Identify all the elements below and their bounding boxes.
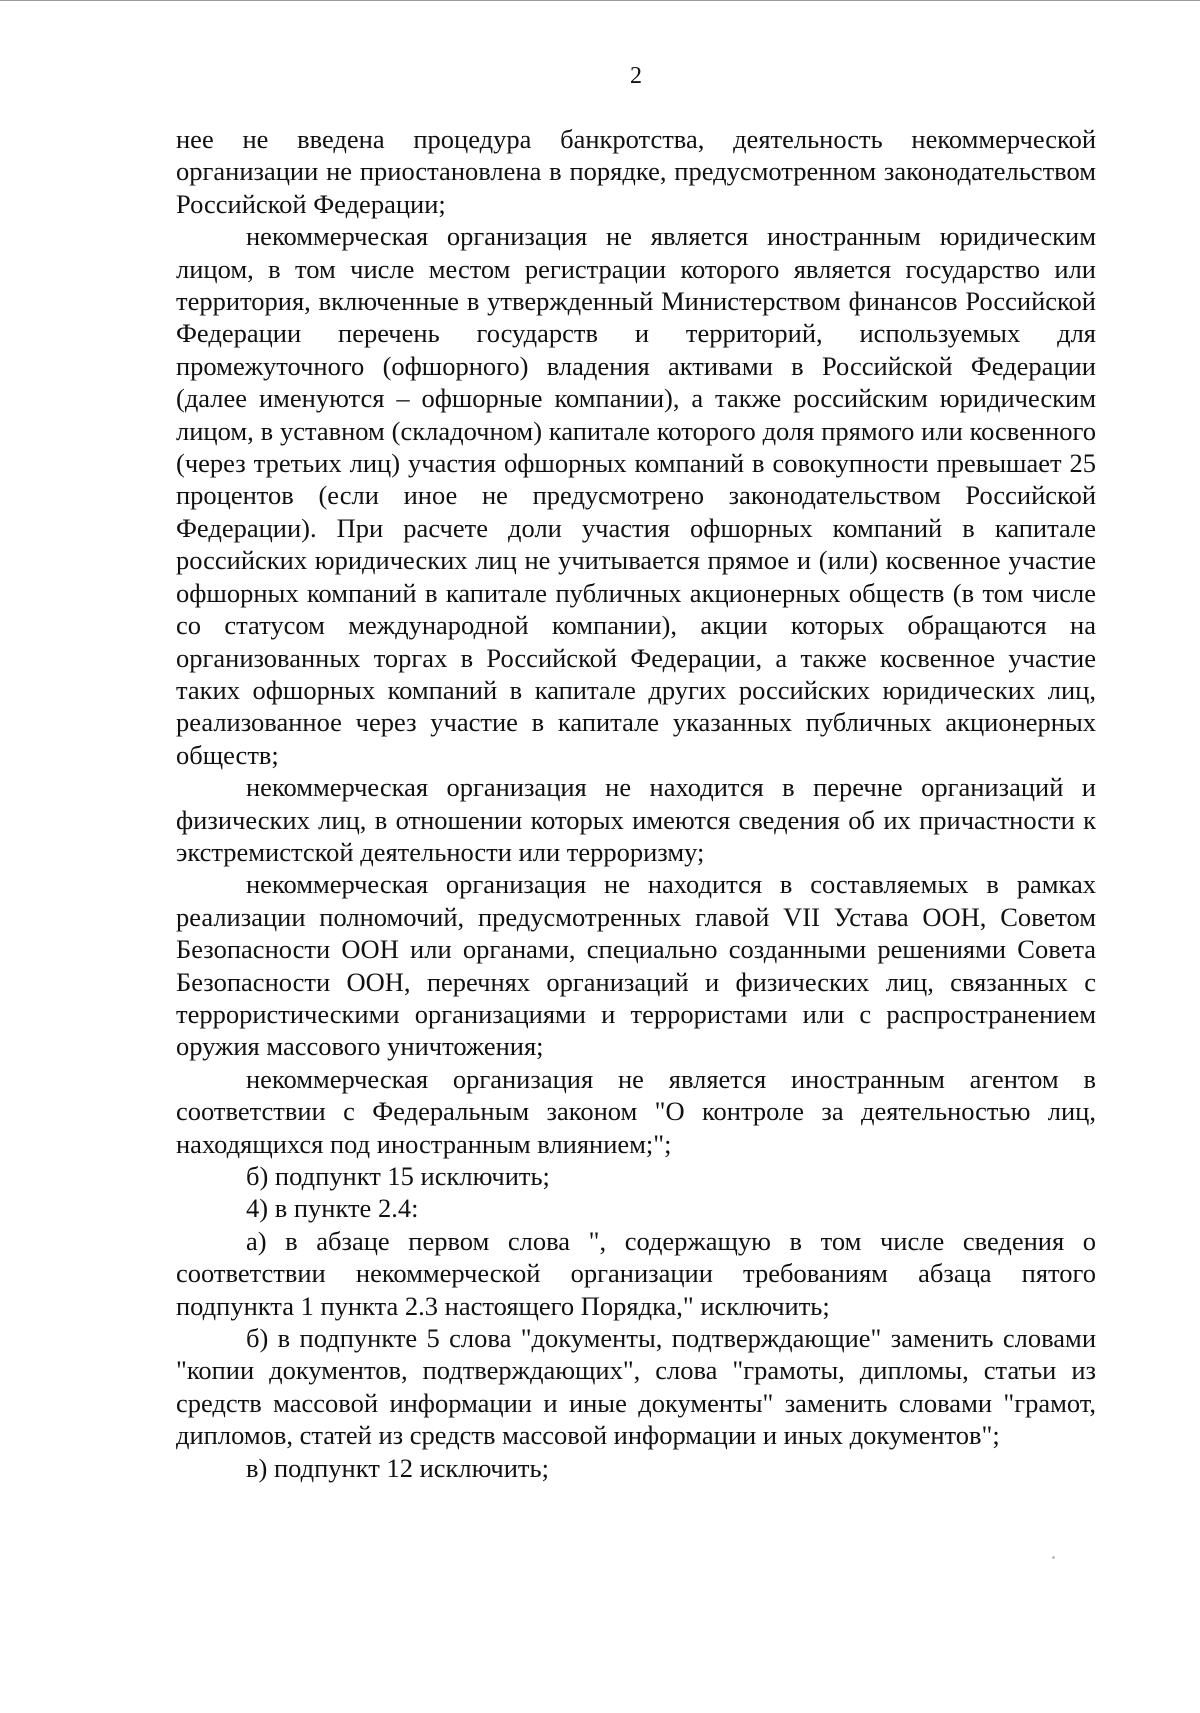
paragraph-item-2-4-a: а) в абзаце первом слова ", содержащую в том числе сведения о соответствии некоммерческой организации требованиям абзаца пятого подпункта 1 пункта 2.3 настоящего Порядка," исключить; <box>176 1225 1096 1321</box>
paragraph-not-foreign-agent: некоммерческая организация не является иностранным агентом в соответствии с Федеральным законом "О контроле за деятельностью лиц, находящихся под иностранным влиянием;"; <box>176 1063 1096 1159</box>
paragraph-item-2-4-v: в) подпункт 12 исключить; <box>246 1452 549 1483</box>
scan-speck <box>1052 1556 1055 1559</box>
scan-top-edge <box>0 0 1200 1</box>
paragraph-not-foreign-entity: некоммерческая организация не является иностранным юридическим лицом, в том числе местом регистрации которого является государство или территория, включенные в утвержденный Министерством финансов Российской Федерации перечень государств и территорий, используемых для промежуточного (офшорного) владения активами в Российской Федерации (далее именуются – офшорные компании), а также российским юридическим лицом, в уставном (складочном) капитале которого доля прямого или косвенного (через третьих лиц) участия офшорных компаний в совокупности превышает 25 процентов (если иное не предусмотрено законодательством Российской Федерации). При расчете доли участия офшорных компаний в капитале российских юридических лиц не учитывается прямое и (или) косвенное участие офшорных компаний в капитале публичных акционерных обществ (в том числе со статусом международной компании), акции которых обращаются на организованных торгах в Российской Федерации, а также косвенное участие таких офшорных компаний в капитале других российских юридических лиц, реализованное через участие в капитале указанных публичных акционерных обществ; <box>176 221 1096 770</box>
paragraph-subitem-15: б) подпункт 15 исключить; <box>246 1161 550 1191</box>
paragraph-not-un-sanctions-list: некоммерческая организация не находится в составляемых в рамках реализации полномочий, предусмотренных главой VII Устава ООН, Советом Безопасности ООН или органами, специально созданными решениями Совета Безопасности ООН, перечнях организаций и физических лиц, связанных с террористическими организациями и террористами или с распространением оружия массового уничтожения; <box>176 869 1096 1062</box>
paragraph-item-2-4: 4) в пункте 2.4: <box>246 1193 419 1224</box>
paragraph-item-2-4-b: б) в подпункте 5 слова "документы, подтверждающие" заменить словами "копии документов, подтверждающих", слова "грамоты, дипломы, статьи из средств массовой информации и иные документы" заменить словами "грамот, дипломов, статей из средств массовой информации и иных документов"; <box>176 1323 1096 1451</box>
page-number: 2 <box>630 63 642 89</box>
document-body <box>176 123 1096 1484</box>
paragraph-continuation: нее не введена процедура банкротства, деятельность некоммерческой организации не приостановлена в порядке, предусмотренном законодательством Российской Федерации; <box>176 124 1096 219</box>
paragraph-not-extremist-list: некоммерческая организация не находится в перечне организаций и физических лиц, в отношении которых имеются сведения об их причастности к экстремистской деятельности или терроризму; <box>176 772 1096 867</box>
